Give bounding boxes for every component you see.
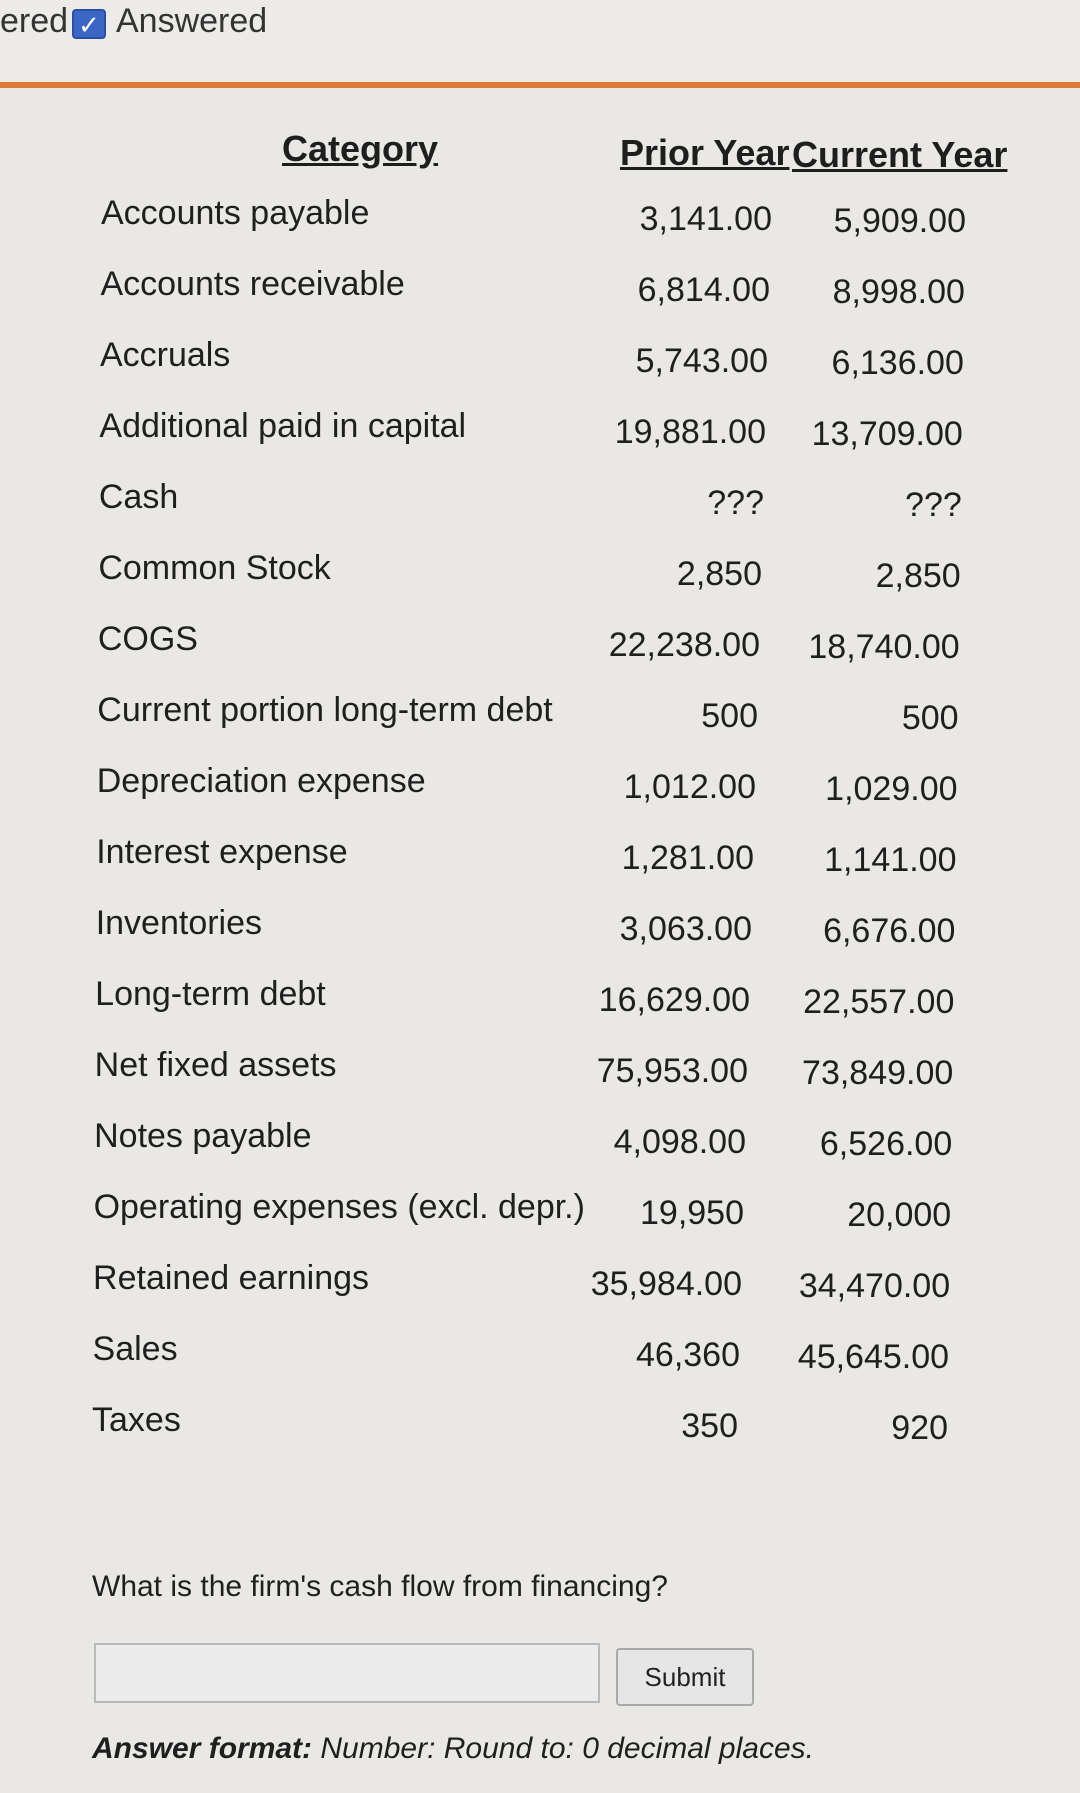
row-prior-value: ??? bbox=[707, 484, 764, 522]
row-current-value: 6,136.00 bbox=[831, 344, 964, 382]
row-label: Accruals bbox=[99, 336, 231, 374]
row-current-value: 45,645.00 bbox=[797, 1338, 950, 1376]
row-prior-value: 75,953.00 bbox=[596, 1052, 748, 1090]
row-prior-value: 46,360 bbox=[636, 1336, 740, 1374]
question-panel bbox=[0, 88, 1080, 1793]
row-prior-value: 5,743.00 bbox=[635, 342, 768, 380]
row-current-value: 73,849.00 bbox=[802, 1054, 954, 1092]
row-current-value: 5,909.00 bbox=[833, 202, 966, 240]
status-answered-text: Answered bbox=[116, 2, 268, 40]
row-label: Retained earnings bbox=[93, 1259, 370, 1297]
row-current-value: 20,000 bbox=[847, 1196, 952, 1234]
row-prior-value: 19,881.00 bbox=[614, 413, 766, 451]
row-label: Additional paid in capital bbox=[99, 407, 467, 445]
row-prior-value: 4,098.00 bbox=[613, 1123, 746, 1161]
row-current-value: 2,850 bbox=[875, 557, 961, 595]
row-current-value: 8,998.00 bbox=[832, 273, 965, 311]
row-label: Sales bbox=[92, 1330, 178, 1368]
row-label: Interest expense bbox=[96, 833, 348, 871]
row-prior-value: 6,814.00 bbox=[637, 271, 770, 309]
status-bar bbox=[0, 0, 1080, 82]
submit-button[interactable]: Submit bbox=[616, 1648, 754, 1706]
row-label: Accounts receivable bbox=[100, 265, 405, 303]
row-label: COGS bbox=[97, 620, 198, 658]
row-label: Current portion long-term debt bbox=[97, 691, 553, 729]
status-left-text: ered bbox=[0, 2, 69, 40]
row-prior-value: 3,141.00 bbox=[639, 200, 772, 238]
row-label: Inventories bbox=[95, 904, 263, 942]
answer-format-label: Answer format: bbox=[92, 1732, 313, 1765]
row-label: Taxes bbox=[92, 1401, 181, 1439]
row-label: Notes payable bbox=[94, 1117, 312, 1155]
row-current-value: 6,676.00 bbox=[823, 912, 956, 950]
row-current-value: 22,557.00 bbox=[803, 983, 955, 1021]
question-text: What is the firm's cash flow from financing? bbox=[92, 1570, 668, 1603]
header-category: Category bbox=[282, 128, 439, 169]
row-current-value: 34,470.00 bbox=[798, 1267, 951, 1305]
row-prior-value: 19,950 bbox=[640, 1194, 744, 1232]
answer-format-value: Number: Round to: 0 decimal places. bbox=[320, 1732, 814, 1765]
header-current-year: Current Year bbox=[792, 134, 1008, 175]
row-prior-value: 1,012.00 bbox=[623, 768, 756, 806]
row-current-value: 920 bbox=[891, 1409, 948, 1447]
row-current-value: 6,526.00 bbox=[819, 1125, 953, 1163]
answer-format bbox=[92, 1732, 814, 1766]
row-prior-value: 16,629.00 bbox=[598, 981, 750, 1019]
answer-input[interactable] bbox=[94, 1643, 600, 1703]
row-current-value: ??? bbox=[905, 486, 962, 524]
row-label: Common Stock bbox=[98, 549, 331, 587]
row-label: Net fixed assets bbox=[94, 1046, 337, 1084]
row-label: Cash bbox=[98, 478, 179, 516]
header-prior-year: Prior Year bbox=[620, 132, 790, 173]
check-icon: ✓ bbox=[72, 9, 106, 39]
row-label: Accounts payable bbox=[101, 194, 370, 232]
row-current-value: 1,141.00 bbox=[824, 841, 957, 879]
row-label: Operating expenses (excl. depr.) bbox=[93, 1188, 585, 1226]
row-current-value: 13,709.00 bbox=[811, 415, 963, 453]
row-prior-value: 500 bbox=[701, 697, 758, 735]
row-prior-value: 1,281.00 bbox=[621, 839, 754, 877]
row-label: Depreciation expense bbox=[96, 762, 426, 800]
row-current-value: 500 bbox=[901, 699, 959, 737]
row-prior-value: 3,063.00 bbox=[619, 910, 752, 948]
row-current-value: 1,029.00 bbox=[825, 770, 958, 808]
row-prior-value: 22,238.00 bbox=[608, 626, 760, 664]
row-prior-value: 350 bbox=[681, 1407, 738, 1445]
row-label: Long-term debt bbox=[95, 975, 326, 1013]
row-prior-value: 2,850 bbox=[676, 555, 762, 593]
row-prior-value: 35,984.00 bbox=[590, 1265, 742, 1303]
row-current-value: 18,740.00 bbox=[808, 628, 960, 666]
